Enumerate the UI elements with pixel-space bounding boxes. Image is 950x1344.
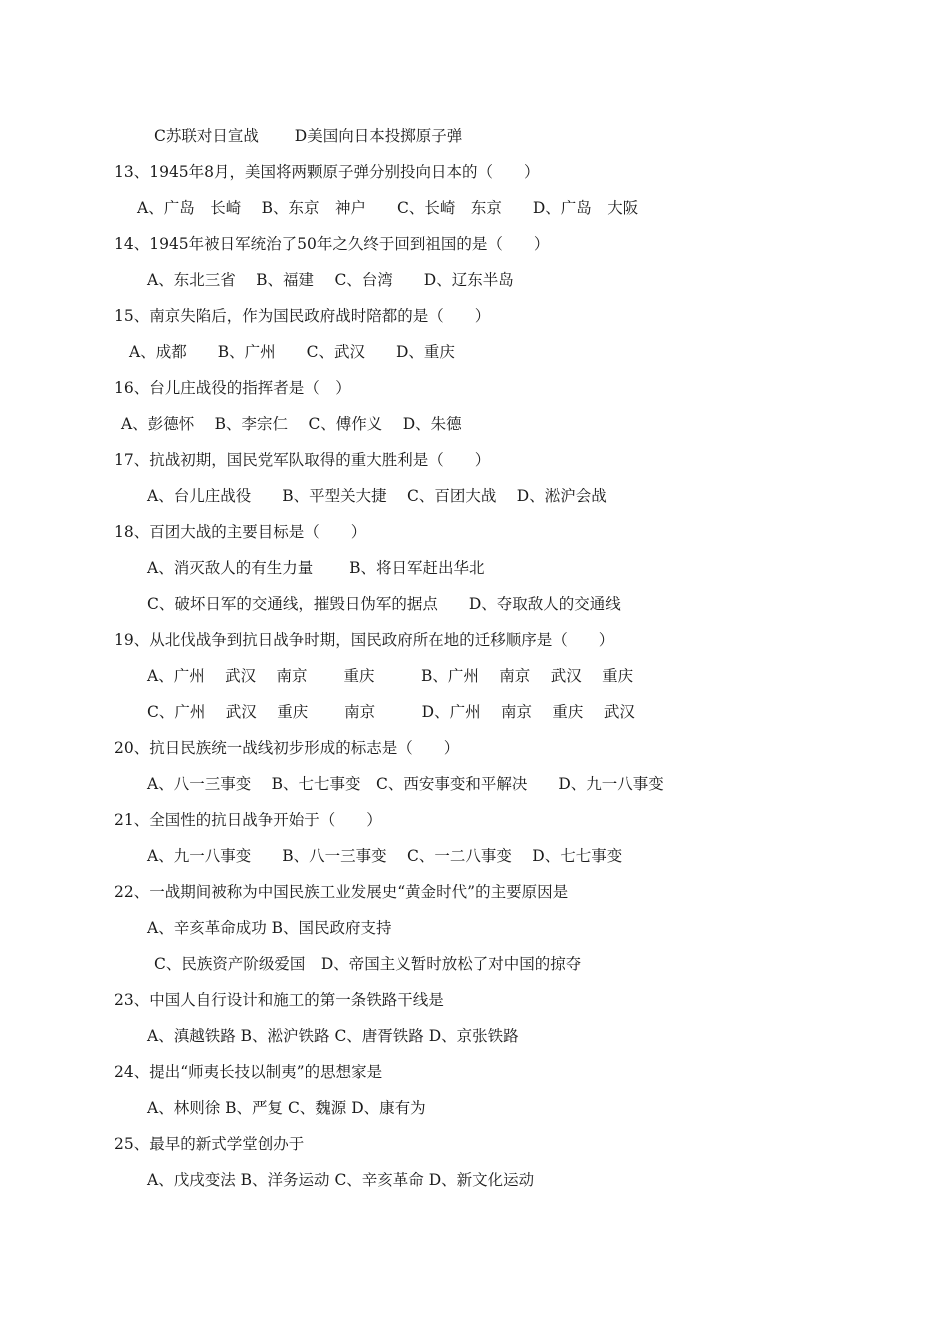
q23-question: 23、中国人自行设计和施工的第一条铁路干线是: [114, 991, 444, 1009]
q24-question: 24、提出“师夷长技以制夷”的思想家是: [114, 1063, 383, 1081]
q18-options-ab: A、消灭敌人的有生力量 B、将日军赶出华北: [147, 559, 485, 577]
q22-question: 22、一战期间被称为中国民族工业发展史“黄金时代”的主要原因是: [114, 883, 569, 901]
q16-options: A、彭德怀 B、李宗仁 C、傅作义 D、朱德: [121, 415, 462, 433]
q25-question: 25、最早的新式学堂创办于: [114, 1135, 305, 1153]
q24-options: A、林则徐 B、严复 C、魏源 D、康有为: [147, 1099, 426, 1117]
q14-options: A、东北三省 B、福建 C、台湾 D、辽东半岛: [147, 271, 514, 289]
q19-options-cd: C、广州 武汉 重庆 南京 D、广州 南京 重庆 武汉: [147, 703, 635, 721]
q13-question: 13、1945年8月，美国将两颗原子弹分别投向日本的（ ）: [114, 163, 540, 181]
q22-options-cd: C、民族资产阶级爱国 D、帝国主义暂时放松了对中国的掠夺: [154, 955, 582, 973]
q23-options: A、滇越铁路 B、淞沪铁路 C、唐胥铁路 D、京张铁路: [147, 1027, 519, 1045]
q17-options: A、台儿庄战役 B、平型关大捷 C、百团大战 D、淞沪会战: [147, 487, 607, 505]
q12-options-cd: C苏联对日宣战 D美国向日本投掷原子弹: [154, 127, 463, 145]
q25-options: A、戊戌变法 B、洋务运动 C、辛亥革命 D、新文化运动: [147, 1171, 535, 1189]
q14-question: 14、1945年被日军统治了50年之久终于回到祖国的是（ ）: [114, 235, 550, 253]
q18-question: 18、百团大战的主要目标是（ ）: [114, 523, 367, 541]
q18-options-cd: C、破坏日军的交通线，摧毁日伪军的据点 D、夺取敌人的交通线: [147, 595, 621, 613]
q21-options: A、九一八事变 B、八一三事变 C、一二八事变 D、七七事变: [147, 847, 623, 865]
q19-question: 19、从北伐战争到抗日战争时期，国民政府所在地的迁移顺序是（ ）: [114, 631, 615, 649]
q22-options-ab: A、辛亥革命成功 B、国民政府支持: [147, 919, 392, 937]
q13-options: A、广岛 长崎 B、东京 神户 C、长崎 东京 D、广岛 大阪: [137, 199, 639, 217]
q15-options: A、成都 B、广州 C、武汉 D、重庆: [129, 343, 455, 361]
q20-options: A、八一三事变 B、七七事变 C、西安事变和平解决 D、九一八事变: [147, 775, 664, 793]
q21-question: 21、全国性的抗日战争开始于（ ）: [114, 811, 382, 829]
q16-question: 16、台儿庄战役的指挥者是（ ）: [114, 379, 351, 397]
q19-options-ab: A、广州 武汉 南京 重庆 B、广州 南京 武汉 重庆: [147, 667, 634, 685]
q15-question: 15、南京失陷后，作为国民政府战时陪都的是（ ）: [114, 307, 491, 325]
q17-question: 17、抗战初期，国民党军队取得的重大胜利是（ ）: [114, 451, 491, 469]
q20-question: 20、抗日民族统一战线初步形成的标志是（ ）: [114, 739, 460, 757]
